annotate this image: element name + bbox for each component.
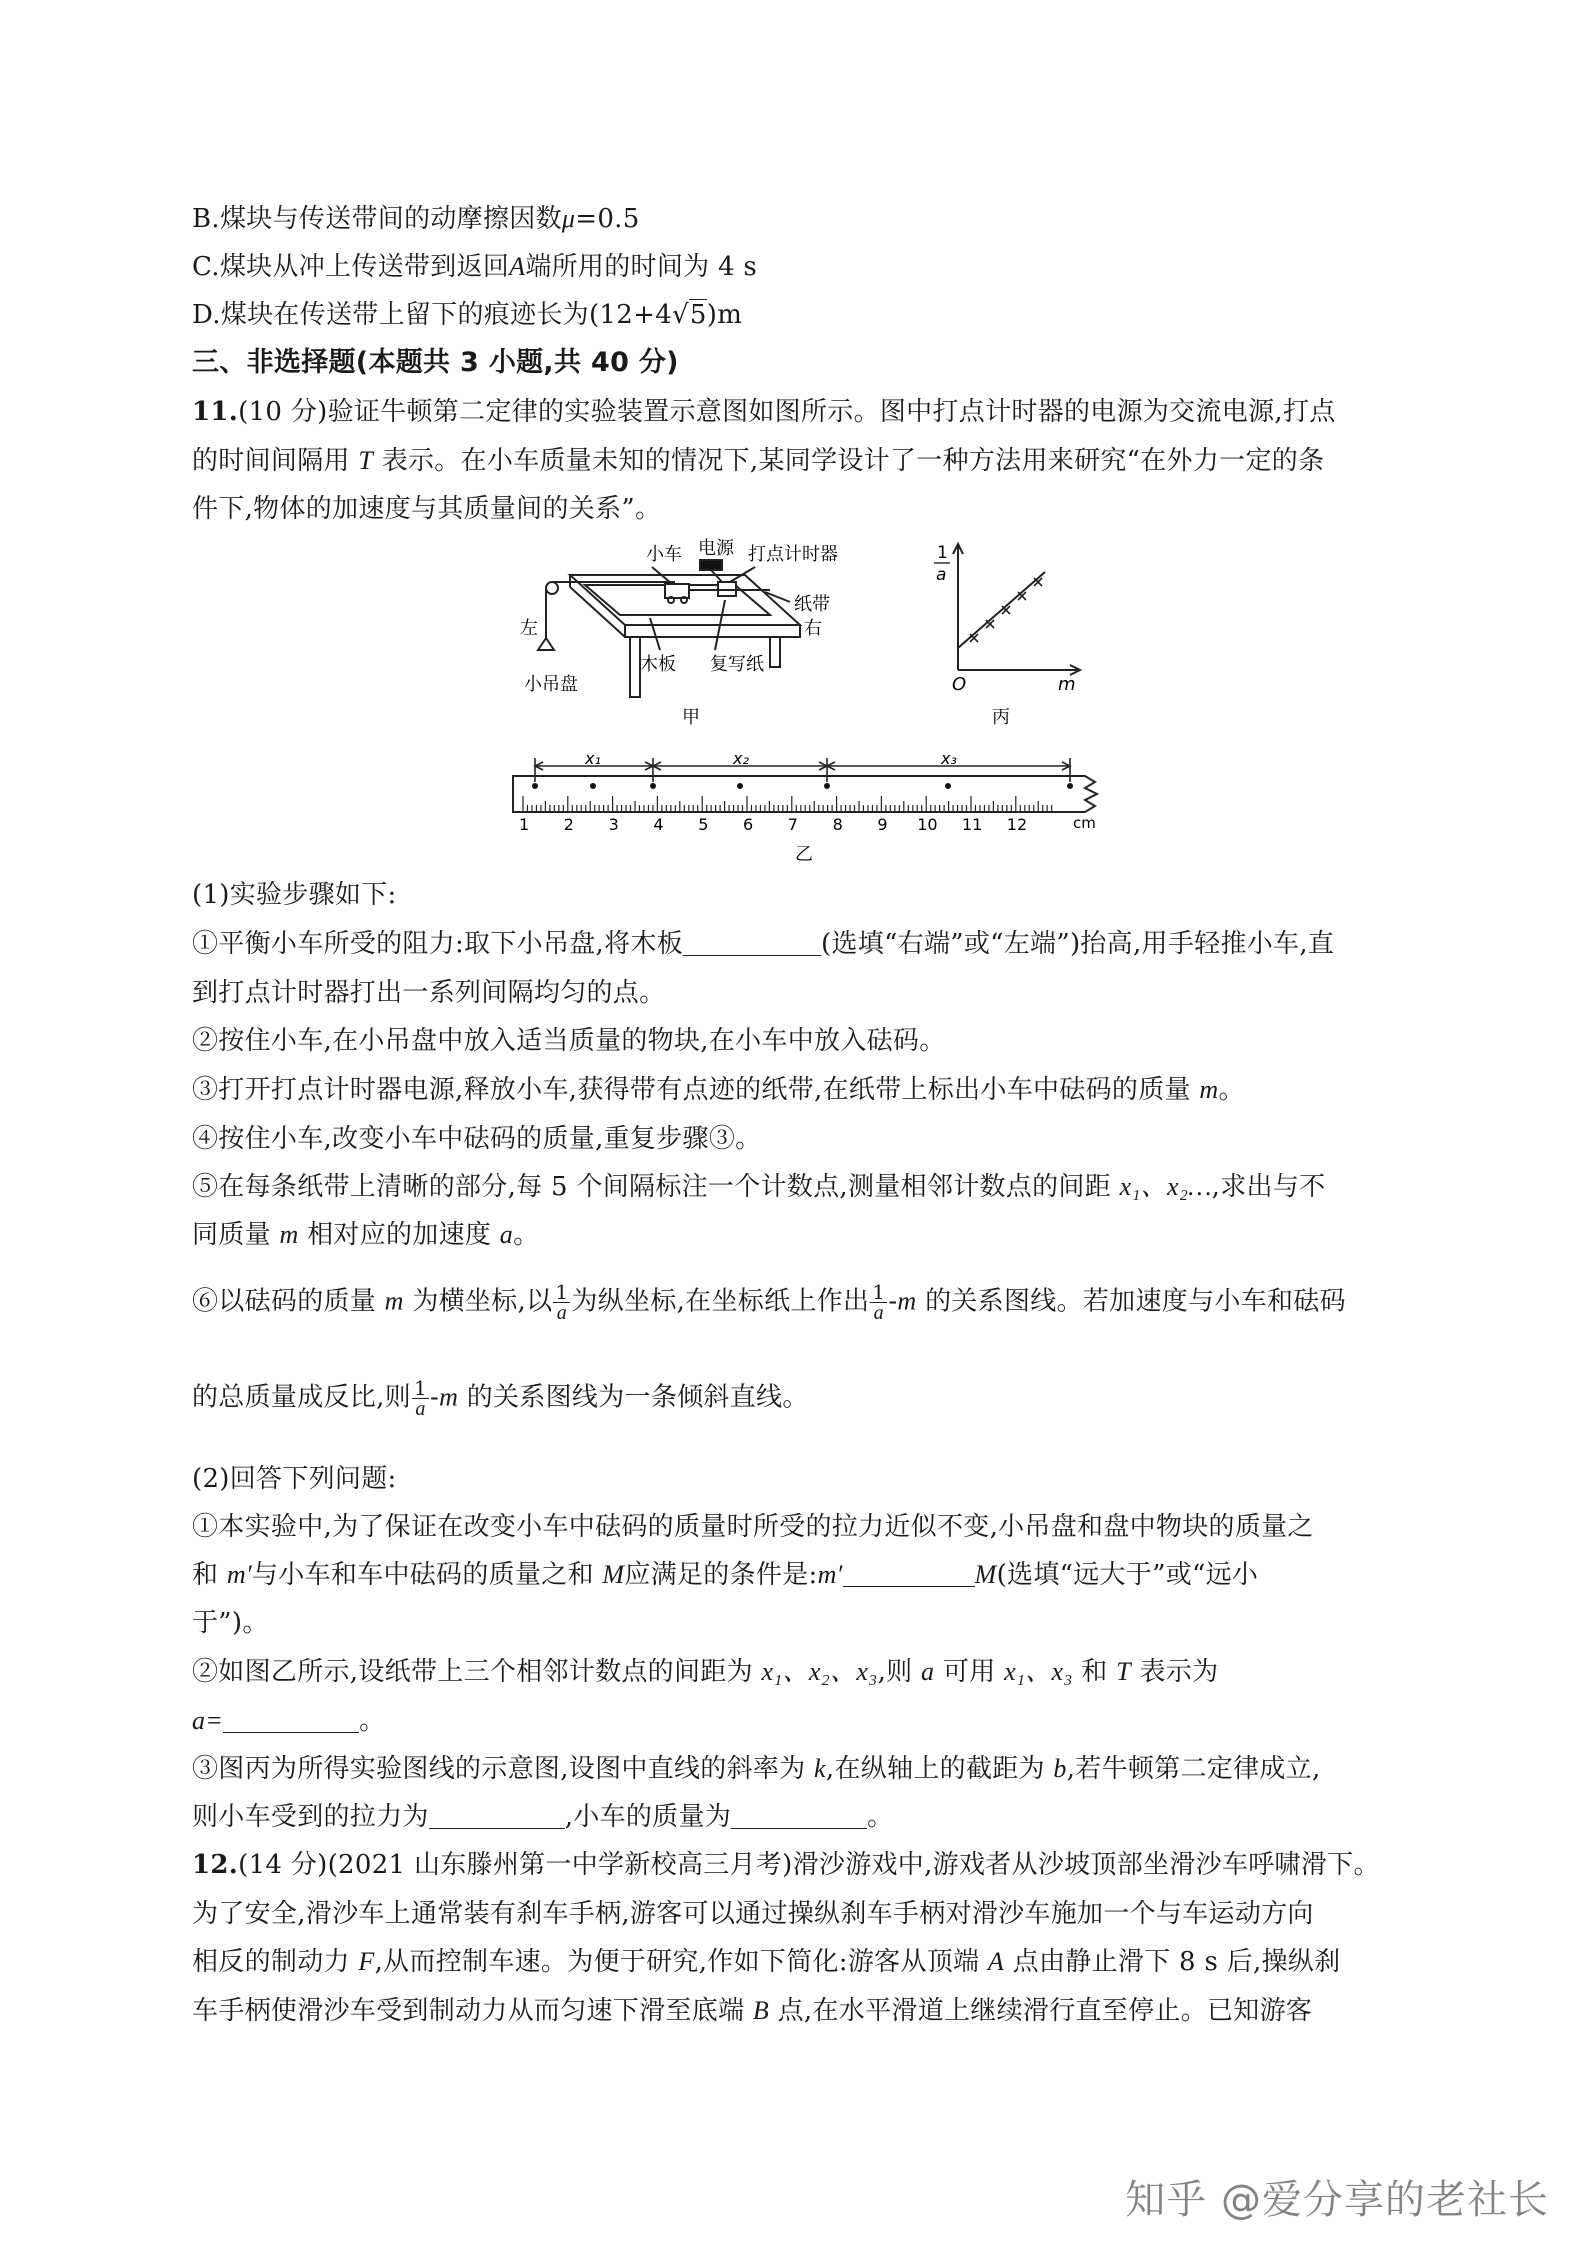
frac-num: 1 (413, 1376, 427, 1400)
q2-3-line2 (192, 1800, 893, 1834)
ruler-number: 11 (962, 815, 983, 834)
option-c-text: C.煤块从冲上传送带到返回 (192, 252, 510, 282)
part1-title: (1)实验步骤如下: (192, 880, 397, 910)
q12-line3 (192, 1945, 1340, 1979)
answer-blank-board-end[interactable] (683, 929, 821, 956)
q11-intro-line3: 件下,物体的加速度与其质量间的关系”。 (192, 494, 662, 524)
symbol-m: m (897, 1286, 917, 1316)
ruler-number: 4 (653, 815, 664, 834)
figure-apparatus (500, 530, 1120, 740)
figure-ruler (505, 748, 1105, 868)
q12-line1 (192, 1848, 1380, 1882)
ruler-number: 9 (877, 815, 888, 834)
fraction-1-over-a (412, 1378, 429, 1419)
point-a: A (987, 1947, 1005, 1976)
step6-text-a: ⑥以砝码的质量 (192, 1286, 385, 1317)
ruler-number: 7 (787, 815, 798, 834)
graph-ylabel-den: a (936, 565, 947, 585)
label-board: 木板 (640, 654, 676, 675)
option-c-tail: 端所用的时间为 4 s (525, 252, 758, 282)
ruler-number: 2 (563, 815, 574, 834)
q2-3-text-d: 则小车受到的拉力为 (192, 1802, 429, 1832)
caption-bing: 丙 (992, 707, 1010, 728)
frac-den: a (556, 1302, 568, 1324)
ruler-number: 3 (608, 815, 619, 834)
graph-line (958, 572, 1045, 648)
caption-jia: 甲 (682, 707, 700, 728)
car-icon (665, 584, 689, 598)
step5-end: 。 (513, 1220, 540, 1250)
symbol-m: m (439, 1382, 459, 1412)
step5-line2 (192, 1218, 539, 1252)
step1-text-b: (选填“右端”或“左端”)抬高,用手轻推小车,直 (821, 929, 1335, 959)
step6-text-e: 的关系图线。若加速度与小车和砝码 (916, 1286, 1346, 1317)
dash: - (888, 1286, 898, 1317)
ruler-ticks (523, 796, 1052, 812)
part2-title: (2)回答下列问题: (192, 1464, 397, 1494)
option-b-value: =0.5 (575, 204, 640, 234)
q2-3-text-b: ,在纵轴上的截距为 (825, 1754, 1054, 1784)
q11-intro-line2 (192, 444, 1324, 478)
label-x1: x₁ (585, 749, 601, 768)
symbol-x123: x₁、x₂、x₃ (761, 1657, 878, 1686)
frac-num: 1 (555, 1280, 569, 1304)
step3-end: 。 (1218, 1075, 1245, 1105)
q12-text4a: 车手柄使滑沙车受到制动力从而匀速下滑至底端 (192, 1996, 753, 2026)
q2-1-text-d: 应满足的条件是: (624, 1560, 818, 1590)
frac-den: a (415, 1398, 426, 1420)
q12-text1: (14 分)(2021 山东滕州第一中学新校高三月考)滑沙游戏中,游戏者从沙坡顶部坐滑沙车呼啸滑下。 (238, 1850, 1380, 1880)
step6-text-b: 为横坐标,以 (403, 1286, 553, 1317)
step5-text-d: 相对应的加速度 (298, 1220, 500, 1250)
q2-1-line3: 于”)。 (192, 1608, 269, 1638)
q2-1-line2 (192, 1558, 1258, 1592)
section-heading: 三、非选择题(本题共 3 小题,共 40 分) (192, 347, 679, 378)
option-d-tail: )m (706, 300, 743, 330)
q2-2-line2 (192, 1704, 385, 1738)
symbol-x13: x₁、x₃ (1004, 1657, 1073, 1686)
label-car: 小车 (646, 544, 682, 565)
ruler-number: 8 (832, 815, 843, 834)
label-power: 电源 (698, 538, 734, 559)
ruler-number: 6 (743, 815, 754, 834)
q2-1-text-c: 与小车和车中砝码的质量之和 (251, 1560, 603, 1590)
step5-text-b: ,求出与不 (1211, 1172, 1326, 1202)
label-pan: 小吊盘 (524, 674, 578, 695)
q11-intro-text2b: 表示。在小车质量未知的情况下,某同学设计了一种方法用来研究“在外力一定的条 (373, 446, 1325, 476)
tape-dots (532, 783, 1073, 789)
mu-symbol: μ (561, 204, 576, 233)
symbol-m-prime: m′ (817, 1560, 843, 1589)
step6-line2 (192, 1378, 809, 1419)
option-d (192, 298, 742, 332)
symbol-m: m (384, 1286, 404, 1316)
q2-1-text-b: 和 (192, 1560, 227, 1590)
q2-3-text-e: ,小车的质量为 (564, 1802, 732, 1832)
label-carbon: 复写纸 (710, 654, 764, 675)
answer-blank-mass-condition[interactable] (843, 1560, 975, 1587)
q2-2-text-c: 可用 (934, 1657, 1005, 1687)
watermark: 知乎 @爱分享的老社长 (1125, 2177, 1549, 2223)
option-b (192, 202, 640, 236)
q2-2-text-a: ②如图乙所示,设纸带上三个相邻计数点的间距为 (192, 1657, 762, 1687)
q12-text3b: ,从而控制车速。为便于研究,作如下简化:游客从顶端 (374, 1947, 988, 1977)
symbol-a: a (499, 1220, 514, 1249)
step5-text-c: 同质量 (192, 1220, 280, 1250)
graph-bing (953, 544, 1080, 675)
label-timer: 打点计时器 (748, 544, 838, 565)
symbol-t: T (358, 446, 374, 475)
symbol-x-series: x₁、x₂… (1119, 1172, 1212, 1201)
graph-xlabel: m (1058, 674, 1076, 695)
q2-2-text-e: 表示为 (1130, 1657, 1219, 1687)
step4: ④按住小车,改变小车中砝码的质量,重复步骤③。 (192, 1124, 762, 1154)
label-right: 右 (804, 618, 822, 639)
q2-2-end: 。 (359, 1706, 386, 1736)
pulley-icon (546, 582, 558, 594)
point-b: B (752, 1996, 770, 2025)
step1-line2: 到打点计时器打出一系列间隔均匀的点。 (192, 978, 666, 1008)
symbol-f: F (358, 1947, 375, 1976)
ruler-numbers (519, 815, 1027, 834)
symbol-k: k (814, 1754, 826, 1783)
step6-text-c: 为纵坐标,在坐标纸上作出 (571, 1286, 870, 1317)
q12-text3a: 相反的制动力 (192, 1947, 359, 1977)
ruler-unit: cm (1073, 814, 1096, 832)
point-a: A (509, 252, 526, 281)
q2-2-text-b: ,则 (877, 1657, 922, 1687)
dash: - (430, 1382, 440, 1413)
step1-text-a: ①平衡小车所受的阻力:取下小吊盘,将木板 (192, 929, 684, 959)
q12-text3c: 点由静止滑下 8 s 后,操纵刹 (1004, 1947, 1341, 1977)
q2-1-line1: ①本实验中,为了保证在改变小车中砝码的质量时所受的拉力近似不变,小吊盘和盘中物块的质量之 (192, 1512, 1314, 1542)
step3 (192, 1073, 1245, 1107)
ruler-number: 1 (519, 815, 530, 834)
q11-intro-line1 (192, 395, 1336, 429)
fraction-1-over-a (553, 1282, 570, 1323)
pan-icon (538, 638, 554, 650)
label-x3: x₃ (941, 749, 957, 768)
frac-num: 1 (872, 1280, 886, 1304)
step6-text-f: 的总质量成反比,则 (192, 1382, 411, 1413)
symbol-big-m: M (602, 1560, 625, 1589)
symbol-m-prime: m′ (226, 1560, 252, 1589)
power-icon (700, 560, 722, 570)
step1-line1 (192, 927, 1334, 961)
q2-3-end: 。 (867, 1802, 894, 1832)
label-tape: 纸带 (794, 594, 830, 615)
option-c (192, 250, 757, 284)
step2: ②按住小车,在小吊盘中放入适当质量的物块,在小车中放入砝码。 (192, 1026, 946, 1056)
step5-line1 (192, 1170, 1325, 1204)
symbol-b: b (1053, 1754, 1067, 1783)
q12-text4b: 点,在水平滑道上继续滑行直至停止。已知游客 (769, 1996, 1313, 2026)
step6-line1 (192, 1282, 1346, 1323)
frac-den: a (873, 1302, 884, 1324)
label-x2: x₂ (733, 749, 749, 768)
step5-text-a: ⑤在每条纸带上清晰的部分,每 5 个间隔标注一个计数点,测量相邻计数点的间距 (192, 1172, 1120, 1202)
q2-3-line1 (192, 1752, 1321, 1786)
graph-marks (970, 578, 1042, 642)
graph-ylabel-num: 1 (937, 543, 948, 563)
symbol-m: m (279, 1220, 299, 1249)
q2-1-text-e: (选填“远大于”或“远小 (996, 1560, 1259, 1590)
a-equals: a= (192, 1706, 224, 1735)
step6-text-g: 的关系图线为一条倾斜直线。 (458, 1382, 809, 1413)
option-b-text: B.煤块与传送带间的动摩擦因数 (192, 204, 562, 234)
answer-blank-car-mass[interactable] (731, 1802, 867, 1829)
q11-intro-text1: (10 分)验证牛顿第二定律的实验装置示意图如图所示。图中打点计时器的电源为交流电源,打点 (238, 397, 1336, 427)
q2-3-text-a: ③图丙为所得实验图线的示意图,设图中直线的斜率为 (192, 1754, 815, 1784)
table-leg (630, 637, 640, 697)
symbol-a: a (921, 1657, 935, 1686)
symbol-t: T (1116, 1657, 1131, 1686)
ruler-number: 12 (1006, 815, 1028, 834)
q2-2-line1 (192, 1655, 1218, 1689)
answer-blank-pull-force[interactable] (429, 1802, 565, 1829)
q12-line2: 为了安全,滑沙车上通常装有刹车手柄,游客可以通过操纵刹车手柄对滑沙车施加一个与车运动方向 (192, 1899, 1314, 1929)
q2-3-text-c: ,若牛顿第二定律成立, (1066, 1754, 1321, 1784)
fraction-1-over-a (870, 1282, 887, 1323)
step3-text: ③打开打点计时器电源,释放小车,获得带有点迹的纸带,在纸带上标出小车中砝码的质量 (192, 1075, 1200, 1105)
sqrt-sign: √ (672, 300, 689, 330)
answer-blank-acceleration[interactable] (223, 1706, 359, 1733)
caption-yi: 乙 (795, 844, 813, 865)
label-left: 左 (520, 618, 538, 639)
sqrt-radicand: 5 (689, 300, 707, 330)
symbol-m: m (1199, 1075, 1219, 1104)
symbol-big-m: M (974, 1560, 997, 1589)
graph-origin: O (952, 674, 967, 695)
q11-intro-text2a: 的时间间隔用 (192, 446, 359, 476)
q12-number: 12. (192, 1850, 239, 1880)
q11-number: 11. (192, 397, 239, 427)
table-edge (625, 625, 800, 637)
q12-line4 (192, 1994, 1312, 2028)
ruler-number: 10 (917, 815, 938, 834)
ruler-number: 5 (698, 815, 709, 834)
q2-2-text-d: 和 (1072, 1657, 1117, 1687)
option-d-text: D.煤块在传送带上留下的痕迹长为(12+4 (192, 300, 673, 330)
